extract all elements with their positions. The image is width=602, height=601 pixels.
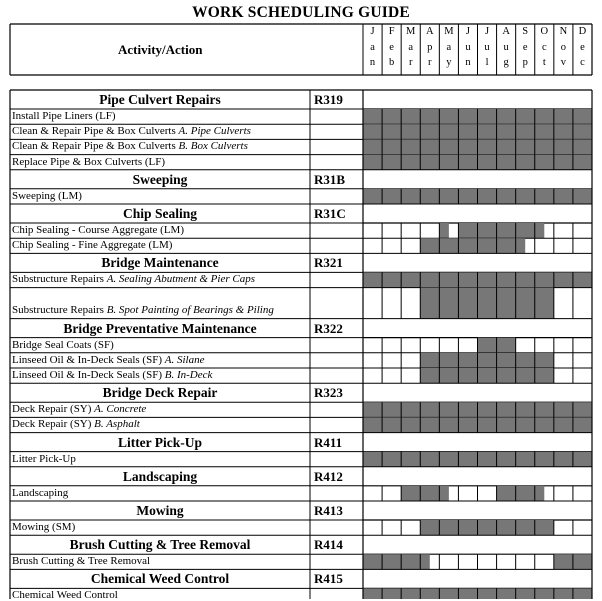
schedule-cell-filled <box>478 124 497 139</box>
activity-label <box>12 454 76 465</box>
schedule-cell-filled <box>401 452 420 467</box>
schedule-cell-filled <box>554 452 573 467</box>
schedule-cell-filled <box>478 452 497 467</box>
month-header-letter: M <box>406 26 416 37</box>
section-title: Brush Cutting & Tree Removal <box>69 537 251 553</box>
schedule-cell-filled <box>573 452 592 467</box>
schedule-cell-filled <box>401 124 420 139</box>
month-header-letter: D <box>578 26 587 37</box>
schedule-cell-filled <box>458 189 477 204</box>
section-code: R321 <box>314 255 343 271</box>
activity-text: Substructure Repairs <box>12 303 104 316</box>
schedule-cell-filled <box>439 588 458 599</box>
schedule-cell-filled <box>458 238 477 253</box>
activity-text: Install Pipe Liners (LF) <box>12 110 116 122</box>
schedule-cell-filled <box>573 588 592 599</box>
schedule-cell-filled <box>535 109 554 124</box>
month-header-letter: N <box>559 26 568 37</box>
schedule-cell-filled <box>458 223 477 238</box>
activity-label <box>12 522 75 533</box>
month-header-letter: c <box>580 57 585 68</box>
schedule-cell-filled <box>439 452 458 467</box>
schedule-cell-filled <box>554 588 573 599</box>
schedule-cell-filled <box>554 155 573 170</box>
schedule-cell-filled <box>497 520 516 535</box>
schedule-cell-filled <box>439 417 458 432</box>
schedule-cell-filled <box>458 272 477 287</box>
schedule-cell-filled <box>382 588 401 599</box>
schedule-cell-filled <box>478 223 497 238</box>
schedule-cell-filled <box>458 588 477 599</box>
schedule-cell-filled <box>497 155 516 170</box>
schedule-cell-filled <box>439 402 458 417</box>
month-header-letter: n <box>369 57 376 68</box>
activity-label <box>12 556 150 567</box>
schedule-cell-filled <box>497 189 516 204</box>
activity-label <box>12 370 212 381</box>
schedule-cell-filled <box>516 520 535 535</box>
schedule-cell-partial <box>516 238 526 253</box>
schedule-cell-filled <box>535 588 554 599</box>
activity-text: Landscaping <box>12 486 69 499</box>
schedule-cell-filled <box>458 124 477 139</box>
schedule-cell-filled <box>478 368 497 383</box>
schedule-cell-filled <box>439 189 458 204</box>
schedule-cell-filled <box>516 223 535 238</box>
schedule-cell-filled <box>573 554 592 569</box>
month-header-letter: l <box>485 57 489 68</box>
schedule-cell-filled <box>573 139 592 154</box>
schedule-cell-filled <box>478 588 497 599</box>
schedule-cell-filled <box>382 272 401 287</box>
activity-subtype: A. Pipe Culverts <box>178 125 251 138</box>
activity-text: Clean & Repair Pipe & Box Culverts <box>12 140 176 153</box>
schedule-cell-filled <box>458 353 477 368</box>
schedule-cell-filled <box>573 272 592 287</box>
month-header-letter: r <box>408 57 413 68</box>
schedule-cell-filled <box>363 139 382 154</box>
schedule-cell-filled <box>382 189 401 204</box>
schedule-cell-filled <box>516 155 535 170</box>
month-header-letter: b <box>389 57 395 68</box>
schedule-cell-filled <box>516 486 535 501</box>
activity-label <box>12 590 118 601</box>
schedule-cell-filled <box>363 417 382 432</box>
schedule-cell-filled <box>516 124 535 139</box>
schedule-cell-filled <box>401 139 420 154</box>
activity-text: Bridge Seal Coats (SF) <box>12 338 114 351</box>
schedule-cell-filled <box>573 155 592 170</box>
month-header-letter: y <box>446 57 452 68</box>
schedule-cell-filled <box>535 272 554 287</box>
schedule-cell-filled <box>478 139 497 154</box>
schedule-cell-filled <box>478 109 497 124</box>
month-header-letter: O <box>540 26 549 37</box>
schedule-cell-filled <box>420 452 439 467</box>
activity-label <box>12 225 184 236</box>
section-code: R411 <box>314 434 343 450</box>
section-code: R413 <box>314 503 343 518</box>
section-title: Bridge Maintenance <box>101 255 219 271</box>
month-header-letter: a <box>370 41 375 53</box>
activity-subtype: B. In-Deck <box>164 369 213 381</box>
schedule-cell-filled <box>458 402 477 417</box>
schedule-cell-filled <box>516 288 535 319</box>
schedule-cell-filled <box>401 417 420 432</box>
schedule-cell-filled <box>401 109 420 124</box>
schedule-cell-filled <box>420 109 439 124</box>
schedule-cell-filled <box>516 109 535 124</box>
schedule-cell-filled <box>420 402 439 417</box>
page-title: WORK SCHEDULING GUIDE <box>192 4 410 21</box>
schedule-cell-filled <box>439 124 458 139</box>
schedule-cell-partial <box>420 554 430 569</box>
schedule-cell-filled <box>458 155 477 170</box>
schedule-cell-filled <box>382 109 401 124</box>
month-header-letter: p <box>522 57 528 68</box>
activity-label <box>12 355 204 366</box>
month-header-letter: u <box>503 41 509 53</box>
activity-text: Mowing (SM) <box>12 521 76 533</box>
section-code: R415 <box>314 571 343 587</box>
activity-text: Chip Sealing - Course Aggregate (LM) <box>12 224 184 236</box>
schedule-cell-filled <box>535 368 554 383</box>
schedule-cell-filled <box>439 155 458 170</box>
schedule-cell-filled <box>382 417 401 432</box>
activity-text: Deck Repair (SY) <box>12 418 92 431</box>
activity-subtype: B. Asphalt <box>94 418 140 431</box>
section-title: Mowing <box>136 503 184 518</box>
activity-subtype: A. Concrete <box>94 403 147 416</box>
month-header-letter: A <box>502 26 510 37</box>
schedule-cell-filled <box>363 272 382 287</box>
schedule-cell-filled <box>478 417 497 432</box>
section-title: Chip Sealing <box>123 206 197 221</box>
activity-text: Chemical Weed Control <box>12 589 118 601</box>
schedule-cell-filled <box>458 288 477 319</box>
schedule-cell-filled <box>420 155 439 170</box>
section-code: R323 <box>314 385 343 401</box>
month-header-letter: F <box>388 26 395 37</box>
schedule-cell-filled <box>401 155 420 170</box>
schedule-cell-filled <box>363 402 382 417</box>
schedule-cell-filled <box>497 109 516 124</box>
schedule-cell-filled <box>420 368 439 383</box>
schedule-cell-filled <box>478 288 497 319</box>
schedule-cell-filled <box>554 417 573 432</box>
schedule-cell-filled <box>478 353 497 368</box>
month-header-letter: u <box>465 41 471 53</box>
month-header-letter: p <box>427 41 433 53</box>
activity-subtype: A. Sealing Abutment & Pier Caps <box>106 273 255 286</box>
month-header-letter: g <box>503 57 509 68</box>
section-code: R31B <box>314 171 346 187</box>
schedule-cell-filled <box>382 155 401 170</box>
schedule-cell-filled <box>497 288 516 319</box>
schedule-cell-filled <box>439 272 458 287</box>
schedule-cell-filled <box>439 238 458 253</box>
schedule-cell-filled <box>497 368 516 383</box>
schedule-cell-filled <box>458 417 477 432</box>
activity-label <box>12 111 116 122</box>
schedule-cell-filled <box>497 272 516 287</box>
schedule-cell-filled <box>420 124 439 139</box>
activity-label <box>12 141 248 152</box>
section-code: R414 <box>314 537 343 553</box>
schedule-cell-filled <box>420 238 439 253</box>
schedule-cell-filled <box>478 402 497 417</box>
schedule-cell-filled <box>535 139 554 154</box>
schedule-cell-filled <box>516 588 535 599</box>
schedule-cell-filled <box>573 189 592 204</box>
schedule-cell-filled <box>420 588 439 599</box>
activity-text: Replace Pipe & Box Culverts (LF) <box>12 155 166 168</box>
schedule-cell-filled <box>458 368 477 383</box>
schedule-cell-filled <box>478 155 497 170</box>
month-header-letter: v <box>560 57 566 68</box>
schedule-cell-filled <box>401 486 420 501</box>
month-header-letter: a <box>408 41 414 53</box>
schedule-cell-filled <box>497 223 516 238</box>
schedule-cell-filled <box>382 554 401 569</box>
activity-label <box>12 191 82 202</box>
schedule-cell-filled <box>516 272 535 287</box>
schedule-cell-filled <box>497 139 516 154</box>
schedule-cell-filled <box>516 368 535 383</box>
section-code: R412 <box>314 468 343 484</box>
section-code: R31C <box>314 206 346 221</box>
schedule-cell-filled <box>363 588 382 599</box>
schedule-cell-filled <box>535 288 554 319</box>
schedule-cell-filled <box>497 417 516 432</box>
activity-action-header: Activity/Action <box>118 42 203 57</box>
schedule-cell-filled <box>478 189 497 204</box>
schedule-cell-filled <box>478 272 497 287</box>
schedule-cell-filled <box>439 368 458 383</box>
activity-label <box>12 404 146 415</box>
schedule-cell-filled <box>516 139 535 154</box>
schedule-cell-filled <box>420 139 439 154</box>
schedule-cell-filled <box>497 238 516 253</box>
schedule-cell-filled <box>382 452 401 467</box>
schedule-cell-filled <box>458 139 477 154</box>
schedule-cell-filled <box>478 338 497 353</box>
schedule-cell-filled <box>554 272 573 287</box>
schedule-cell-filled <box>401 402 420 417</box>
schedule-cell-filled <box>458 109 477 124</box>
section-title: Bridge Preventative Maintenance <box>63 320 257 336</box>
month-header-letter: o <box>560 41 566 53</box>
schedule-cell-filled <box>363 155 382 170</box>
month-header-letter: J <box>465 26 470 37</box>
schedule-cell-filled <box>420 272 439 287</box>
schedule-cell-partial <box>535 223 545 238</box>
schedule-cell-filled <box>497 402 516 417</box>
schedule-cell-filled <box>401 272 420 287</box>
schedule-cell-filled <box>535 155 554 170</box>
activity-text: Clean & Repair Pipe & Box Culverts <box>12 125 176 138</box>
activity-text: Substructure Repairs <box>12 273 104 286</box>
activity-label <box>12 488 68 499</box>
activity-label <box>12 340 114 351</box>
schedule-cell-filled <box>554 124 573 139</box>
section-title: Pipe Culvert Repairs <box>99 92 221 107</box>
month-header-letter: n <box>465 57 471 68</box>
activity-label <box>12 240 172 251</box>
activity-text: Brush Cutting & Tree Removal <box>12 555 151 568</box>
schedule-cell-filled <box>497 452 516 467</box>
activity-subtype: B. Box Culverts <box>178 140 248 153</box>
schedule-cell-filled <box>363 124 382 139</box>
activity-text: Linseed Oil & In-Deck Seals (SF) <box>12 369 162 381</box>
schedule-cell-filled <box>535 417 554 432</box>
schedule-cell-filled <box>478 520 497 535</box>
schedule-cell-filled <box>420 486 439 501</box>
activity-subtype: B. Spot Painting of Bearings & Piling <box>106 303 274 316</box>
schedule-cell-filled <box>554 109 573 124</box>
month-header-letter: t <box>542 57 546 68</box>
schedule-cell-filled <box>401 554 420 569</box>
schedule-cell-filled <box>382 139 401 154</box>
schedule-cell-filled <box>478 238 497 253</box>
schedule-cell-filled <box>497 486 516 501</box>
schedule-cell-filled <box>363 189 382 204</box>
schedule-cell-filled <box>516 417 535 432</box>
activity-label <box>12 305 274 316</box>
schedule-cell-filled <box>420 353 439 368</box>
month-header-letter: e <box>522 41 528 53</box>
schedule-cell-filled <box>554 554 573 569</box>
activity-text: Linseed Oil & In-Deck Seals (SF) <box>12 353 162 366</box>
section-code: R319 <box>314 92 343 107</box>
schedule-cell-filled <box>382 124 401 139</box>
schedule-cell-filled <box>573 124 592 139</box>
month-header-letter: e <box>580 41 585 53</box>
schedule-cell-filled <box>497 353 516 368</box>
month-header-letter: r <box>428 57 432 68</box>
schedule-cell-partial <box>535 486 545 501</box>
schedule-cell-filled <box>420 288 439 319</box>
section-code: R322 <box>314 320 343 336</box>
month-header-letter: M <box>444 26 454 37</box>
schedule-cell-filled <box>516 452 535 467</box>
schedule-cell-filled <box>439 288 458 319</box>
activity-label <box>12 157 165 168</box>
schedule-cell-filled <box>497 588 516 599</box>
activity-text: Litter Pick-Up <box>12 452 76 465</box>
section-title: Bridge Deck Repair <box>102 385 218 401</box>
schedule-cell-filled <box>554 139 573 154</box>
schedule-cell-filled <box>516 353 535 368</box>
month-header-letter: J <box>370 26 375 37</box>
month-header-letter: a <box>446 41 452 53</box>
activity-text: Chip Sealing - Fine Aggregate (LM) <box>12 239 173 252</box>
schedule-cell-filled <box>363 109 382 124</box>
section-title: Landscaping <box>122 468 198 484</box>
section-title: Chemical Weed Control <box>90 571 230 587</box>
schedule-cell-filled <box>439 353 458 368</box>
schedule-cell-filled <box>535 402 554 417</box>
month-header-letter: A <box>425 26 434 37</box>
schedule-cell-filled <box>439 139 458 154</box>
schedule-cell-filled <box>535 353 554 368</box>
schedule-cell-filled <box>573 109 592 124</box>
schedule-cell-filled <box>535 189 554 204</box>
schedule-cell-filled <box>516 402 535 417</box>
section-title: Litter Pick-Up <box>117 434 203 450</box>
schedule-cell-filled <box>363 554 382 569</box>
schedule-cell-partial <box>439 486 449 501</box>
schedule-cell-filled <box>401 189 420 204</box>
schedule-cell-partial <box>439 223 449 238</box>
schedule-cell-filled <box>458 520 477 535</box>
schedule-cell-filled <box>363 452 382 467</box>
schedule-cell-filled <box>420 520 439 535</box>
schedule-cell-filled <box>573 417 592 432</box>
schedule-cell-filled <box>458 452 477 467</box>
month-header-letter: S <box>522 26 529 37</box>
month-header-letter: u <box>484 41 490 53</box>
activity-label <box>12 419 140 430</box>
schedule-cell-filled <box>573 402 592 417</box>
schedule-cell-filled <box>420 417 439 432</box>
month-header-letter: e <box>389 41 394 53</box>
activity-text: Deck Repair (SY) <box>12 403 92 416</box>
schedule-cell-filled <box>382 402 401 417</box>
schedule-cell-filled <box>439 109 458 124</box>
activity-label <box>12 126 251 137</box>
schedule-cell-filled <box>420 189 439 204</box>
schedule-cell-filled <box>401 588 420 599</box>
schedule-cell-filled <box>497 338 516 353</box>
month-header-letter: J <box>484 26 490 37</box>
schedule-cell-filled <box>497 124 516 139</box>
month-header-letter: c <box>541 41 547 53</box>
activity-text: Sweeping (LM) <box>12 189 82 202</box>
schedule-cell-filled <box>535 124 554 139</box>
schedule-cell-filled <box>554 189 573 204</box>
schedule-cell-filled <box>439 520 458 535</box>
activity-subtype: A. Silane <box>164 353 205 366</box>
activity-label <box>12 274 255 285</box>
schedule-cell-filled <box>516 189 535 204</box>
schedule-cell-filled <box>554 402 573 417</box>
schedule-cell-filled <box>535 452 554 467</box>
schedule-cell-filled <box>535 520 554 535</box>
section-title: Sweeping <box>132 171 188 187</box>
